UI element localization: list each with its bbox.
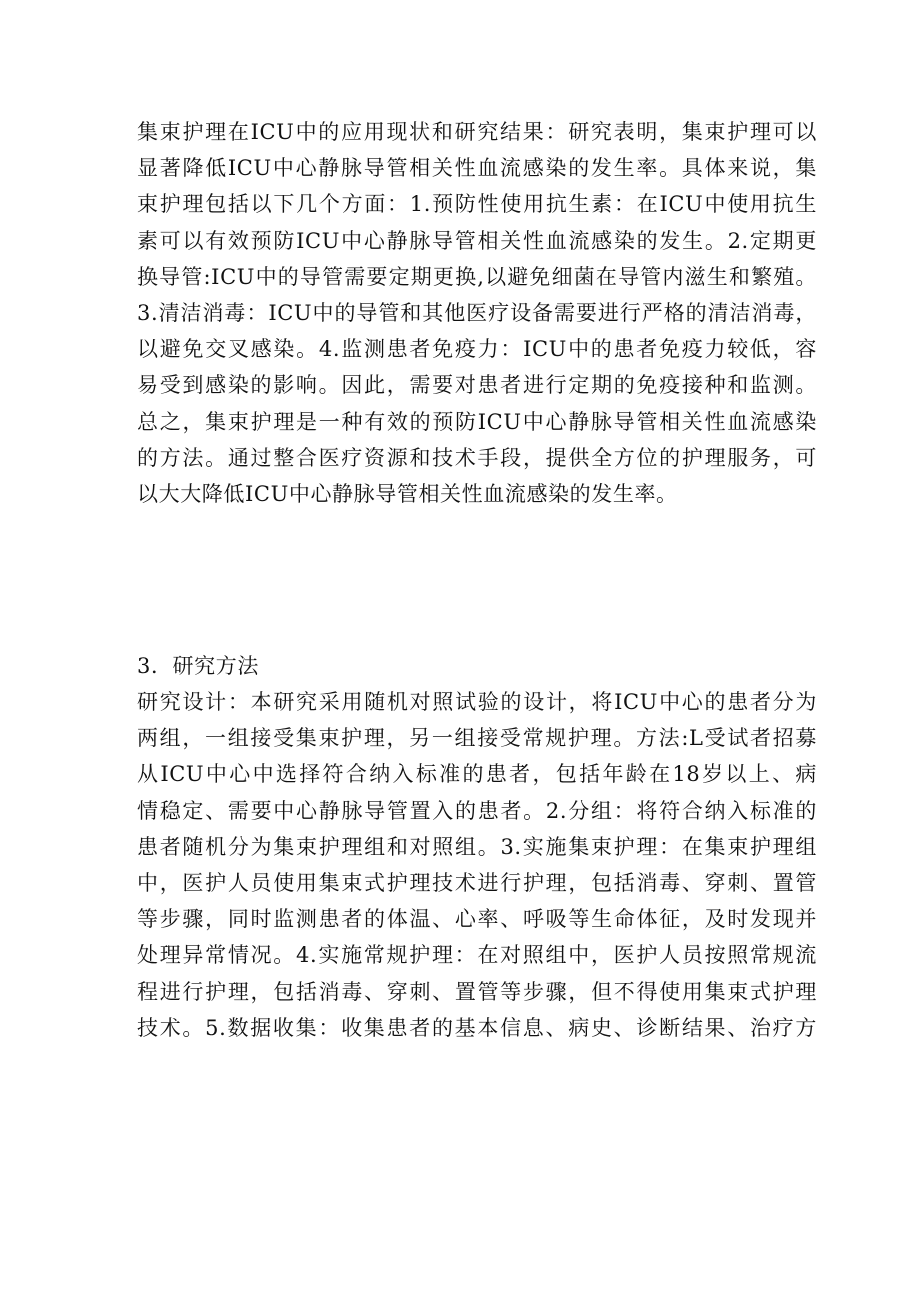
paragraph-line: 素可以有效预防ICU中心静脉导管相关性血流感染的发生。2.定期更 [137, 228, 817, 253]
section-heading [137, 648, 817, 684]
paragraph-line: 研究设计：本研究采用随机对照试验的设计，将ICU中心的患者分为 [137, 690, 817, 714]
section-heading-text: 3．研究方法 [137, 654, 259, 678]
paragraph-line: 处理异常情况。4.实施常规护理：在对照组中，医护人员按照常规流 [137, 943, 817, 968]
paragraph-line: 患者随机分为集束护理组和对照组。3.实施集束护理：在集束护理组 [137, 834, 817, 859]
paragraph-line: 两组，一组接受集束护理，另一组接受常规护理。方法:L受试者招募 [137, 726, 817, 751]
paragraph-line: 从ICU中心中选择符合纳入标准的患者，包括年龄在18岁以上、病 [137, 762, 817, 787]
paragraph-line: 显著降低ICU中心静脉导管相关性血流感染的发生率。具体来说，集 [137, 156, 817, 181]
paragraph-line: 技术。5.数据收集：收集患者的基本信息、病史、诊断结果、治疗方 [137, 1015, 817, 1040]
paragraph-line: 的方法。通过整合医疗资源和技术手段，提供全方位的护理服务，可 [137, 445, 817, 470]
paragraph-line: 等步骤，同时监测患者的体温、心率、呼吸等生命体征，及时发现并 [137, 907, 817, 932]
paragraph-line: 情稳定、需要中心静脉导管置入的患者。2.分组：将符合纳入标准的 [137, 798, 817, 823]
paragraph-line: 3.清洁消毒：ICU中的导管和其他医疗设备需要进行严格的清洁消毒， [137, 300, 817, 325]
paragraph-line: 以大大降低ICU中心静脉导管相关性血流感染的发生率。 [137, 481, 678, 506]
paragraph-line: 易受到感染的影响。因此，需要对患者进行定期的免疫接种和监测。 [137, 373, 817, 398]
paragraph-research-method [137, 684, 817, 1046]
paragraph-line: 中，医护人员使用集束式护理技术进行护理，包括消毒、穿刺、置管 [137, 870, 817, 895]
paragraph-line: 束护理包括以下几个方面：1.预防性使用抗生素：在ICU中使用抗生 [137, 192, 817, 217]
paragraph-line: 程进行护理，包括消毒、穿刺、置管等步骤，但不得使用集束式护理 [137, 979, 817, 1004]
paragraph-line: 换导管:ICU中的导管需要定期更换,以避免细菌在导管内滋生和繁殖。 [137, 264, 817, 289]
paragraph-line: 总之，集束护理是一种有效的预防ICU中心静脉导管相关性血流感染 [137, 409, 817, 434]
paragraph-bundle-care-status [137, 114, 817, 512]
paragraph-line: 集束护理在ICU中的应用现状和研究结果：研究表明，集束护理可以 [137, 120, 817, 144]
paragraph-line: 以避免交叉感染。4.监测患者免疫力：ICU中的患者免疫力较低，容 [137, 337, 817, 362]
